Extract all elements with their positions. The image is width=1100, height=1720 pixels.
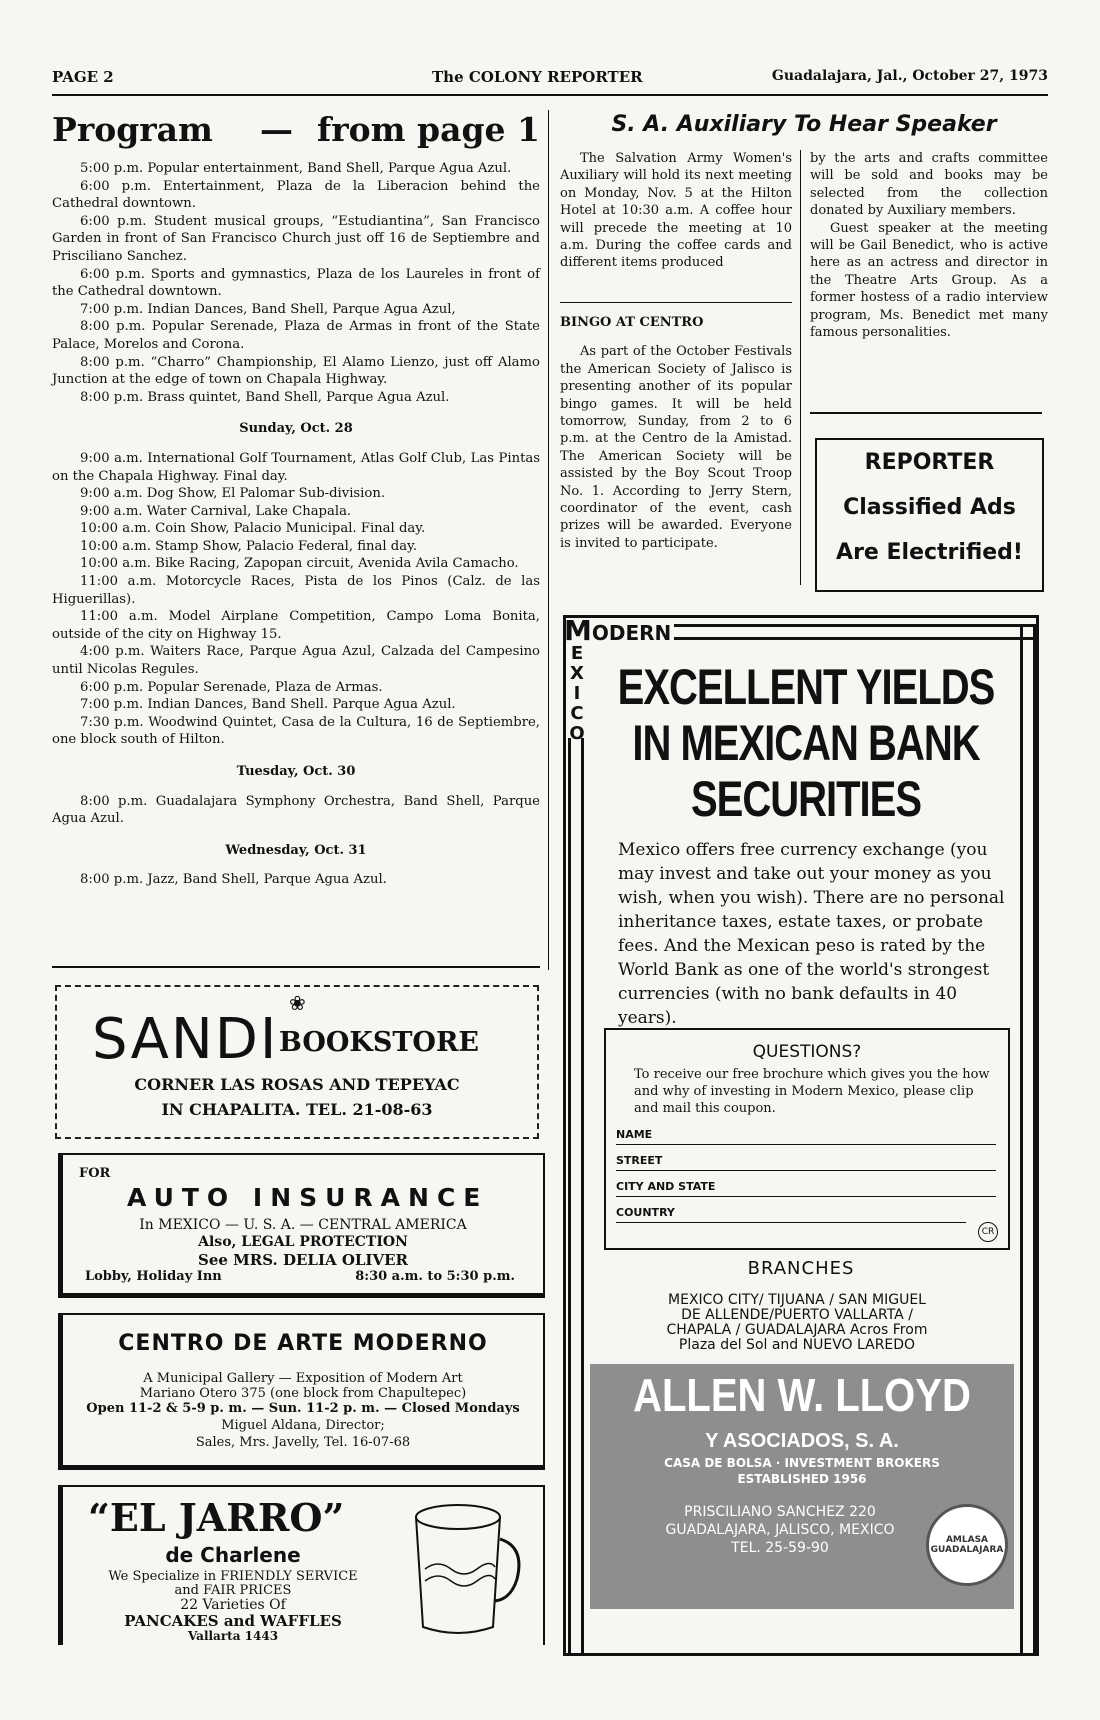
page-number: PAGE 2 [52, 68, 114, 86]
street-field[interactable]: STREET [616, 1154, 996, 1171]
program-event: 7:00 p.m. Indian Dances, Band Shell. Parque Agua Azul. [80, 697, 456, 713]
program-event: 7:00 p.m. Indian Dances, Band Shell, Parque Agua Azul, [80, 301, 456, 317]
program-event: 8:00 p.m. Brass quintet, Band Shell, Parque Agua Azul. [80, 389, 450, 405]
program-event: 7:30 p.m. Woodwind Quintet, Casa de la Cultura, 16 de Septiembre, one block south of Hilton. [52, 714, 540, 748]
sunday-events [52, 450, 540, 749]
tuesday-events [52, 793, 540, 828]
bookstore-title: BOOKSTORE [279, 1027, 479, 1058]
mexico-vertical-text: E X I C O [569, 643, 585, 744]
sandi-logo: SANDI [92, 1007, 279, 1072]
program-event: 11:00 a.m. Motorcycle Races, Pista de los Pinos (Calz. de las Higuerillas). [52, 574, 540, 607]
allen-lloyd-panel: ALLEN W. LLOYD Y ASOCIADOS, S. A. CASA DE BOLSA · INVESTMENT BROKERS ESTABLISHED 1956 PRISCILIANO SANCHEZ 220 GUADALAJARA, JALISCO, MEXICO TEL. 25-59-90 AMLASA GUADALAJARA [590, 1364, 1014, 1609]
saturday-events [52, 160, 540, 406]
program-event: 6:00 p.m. Entertainment, Plaza de la Liberacion behind the Cathedral downtown. [52, 178, 540, 212]
page-header [52, 64, 1048, 96]
program-event: 6:00 p.m. Student musical groups, “Estudiantina”, San Francisco Garden in front of San Francisco Church just off 16 de Septiembre and Prisciliano Sanchez. [52, 213, 540, 264]
program-event: 11:00 a.m. Model Airplane Competition, Campo Loma Bonita, outside of the city on Highway 15. [52, 609, 540, 642]
branches-title: BRANCHES [747, 1258, 855, 1279]
flower-icon: ❀ [289, 991, 306, 1015]
classified-ad-box: REPORTER Classified Ads Are Electrified! [815, 438, 1044, 592]
mug-icon [403, 1499, 523, 1639]
column-rule [800, 150, 801, 585]
program-event: 8:00 p.m. “Charro” Championship, El Alamo Lienzo, just off Alamo Junction at the edge of town on Chapala Highway. [52, 354, 540, 388]
program-article [52, 110, 540, 960]
modern-mexico-ad [563, 615, 1039, 1656]
column-rule [548, 110, 549, 970]
section-rule [52, 966, 540, 968]
section-rule [810, 412, 1042, 414]
country-field[interactable]: COUNTRY [616, 1206, 966, 1223]
paper-name: The COLONY REPORTER [432, 68, 643, 86]
modern-mexico-logo: MODERN [564, 614, 672, 647]
program-event: 10:00 a.m. Coin Show, Palacio Municipal. Final day. [80, 521, 426, 537]
ad-body-text: Mexico offers free currency exchange (you may invest and take out your money as you wish, when you wish). There are no personal inheritance taxes, estate taxes, or probate fees. And the Mexican peso is rated by the World Bank as one of the world's strongest currencies (with no bank defaults in 40 years). [618, 840, 1005, 1028]
sunday-heading: Sunday, Oct. 28 [239, 421, 353, 437]
el-jarro-title: “EL JARRO” [88, 1495, 345, 1540]
program-event: 5:00 p.m. Popular entertainment, Band Shell, Parque Agua Azul. [80, 161, 512, 176]
program-event: 9:00 a.m. Water Carnival, Lake Chapala. [80, 503, 352, 519]
coupon-form: QUESTIONS? To receive our free brochure which gives you the how and why of investing in Modern Mexico, please clip and mail this coupon. NAME STREET CITY AND STATE COUNTRY CR [604, 1028, 1010, 1250]
headline-line2: IN MEXICAN BANK [632, 716, 980, 772]
program-event: 8:00 p.m. Guadalajara Symphony Orchestra, Band Shell, Parque Agua Azul. [52, 793, 540, 827]
bingo-headline: BINGO AT CENTRO [560, 315, 704, 330]
branches-list: MEXICO CITY/ TIJUANA / SAN MIGUEL DE ALLENDE/PUERTO VALLARTA / CHAPALA / GUADALAJARA Acros From Plaza del Sol and NUEVO LAREDO [666, 1292, 928, 1353]
auxiliary-text-col1: The Salvation Army Women's Auxiliary will hold its next meeting on Monday, Nov. 5 at the Hilton Hotel at 10:30 a.m. A coffee hour will precede the meeting at 10 a.m. During the coffee cards and different items produced [560, 151, 792, 271]
section-rule [560, 302, 792, 303]
el-jarro-ad: “EL JARRO” de Charlene We Specialize in FRIENDLY SERVICE and FAIR PRICES 22 Varieties Of PANCAKES and WAFFLES Vallarta 1443 [58, 1485, 545, 1645]
program-event: 10:00 a.m. Bike Racing, Zapopan circuit, Avenida Avila Camacho. [80, 556, 519, 572]
program-event: 10:00 a.m. Stamp Show, Palacio Federal, final day. [80, 538, 418, 554]
city-state-field[interactable]: CITY AND STATE [616, 1180, 996, 1197]
name-field[interactable]: NAME [616, 1128, 996, 1145]
auxiliary-text-col2: by the arts and crafts committee will be sold and books may be selected from the collection donated by Auxiliary members. Guest speaker at the meeting will be Gail Benedict, who is active here as an actress and director in the Theatre Arts Group. As a former hostess of a radio interview program, Ms. Benedict met many famous personalities. [810, 151, 1048, 341]
program-event: 8:00 p.m. Jazz, Band Shell, Parque Agua Azul. [80, 872, 387, 888]
wednesday-heading: Wednesday, Oct. 31 [225, 842, 367, 858]
program-event: 4:00 p.m. Waiters Race, Parque Agua Azul, Calzada del Campesino until Nicolas Regules. [52, 644, 540, 678]
program-event: 6:00 p.m. Popular Serenade, Plaza de Armas. [80, 679, 383, 695]
program-event: 8:00 p.m. Popular Serenade, Plaza de Armas in front of the State Palace, Morelos and Corona. [52, 319, 540, 352]
bingo-text: As part of the October Festivals the American Society of Jalisco is presenting another of its popular bingo games. It will be held tomorrow, Sunday, from 2 to 6 p.m. at the Centro de la Amistad. The American Society will be assisted by the Boy Scout Troop No. 1. According to Jerry Stern, coordinator of the event, cash prizes will be awarded. Everyone is invited to participate. [560, 344, 792, 551]
program-headline: Program — from page 1 [52, 110, 540, 149]
program-event: 9:00 a.m. International Golf Tournament, Atlas Golf Club, Las Pintas on the Chapala Highway. Final day. [52, 450, 540, 484]
tuesday-heading: Tuesday, Oct. 30 [236, 764, 356, 779]
program-event: 6:00 p.m. Sports and gymnastics, Plaza de los Laureles in front of the Cathedral downtown. [52, 266, 540, 300]
program-event: 9:00 a.m. Dog Show, El Palomar Sub-division. [80, 486, 386, 502]
amlasa-seal-icon: AMLASA GUADALAJARA [926, 1504, 1008, 1586]
wednesday-events [52, 871, 540, 889]
headline-line1: EXCELLENT YIELDS [617, 660, 995, 716]
cr-mark-icon: CR [978, 1222, 998, 1242]
bingo-article [560, 314, 792, 552]
allen-lloyd-name: ALLEN W. LLOYD [633, 1370, 971, 1422]
centro-title: CENTRO DE ARTE MODERNO [118, 1331, 488, 1356]
headline-line3: SECURITIES [690, 772, 922, 828]
auto-insurance-title: AUTO INSURANCE [127, 1183, 489, 1212]
sandi-bookstore-ad: ❀ SANDI BOOKSTORE CORNER LAS ROSAS AND TEPEYAC IN CHAPALITA. TEL. 21-08-63 [55, 985, 539, 1139]
centro-arte-ad: CENTRO DE ARTE MODERNO A Municipal Gallery — Exposition of Modern Art Mariano Otero 375 (one block from Chapultepec) Open 11-2 & 5-9 p. m. — Sun. 11-2 p. m. — Closed Mondays Miguel Aldana, Director; Sales, Mrs. Javelly, Tel. 16-07-68 [58, 1313, 545, 1470]
auxiliary-headline: S. A. Auxiliary To Hear Speaker [611, 112, 997, 137]
auto-insurance-ad: FOR AUTO INSURANCE In MEXICO — U. S. A. — CENTRAL AMERICA Also, LEGAL PROTECTION See MRS. DELIA OLIVER Lobby, Holiday Inn 8:30 a.m. to 5:30 p.m. [58, 1153, 545, 1298]
dateline: Guadalajara, Jal., October 27, 1973 [771, 68, 1048, 84]
